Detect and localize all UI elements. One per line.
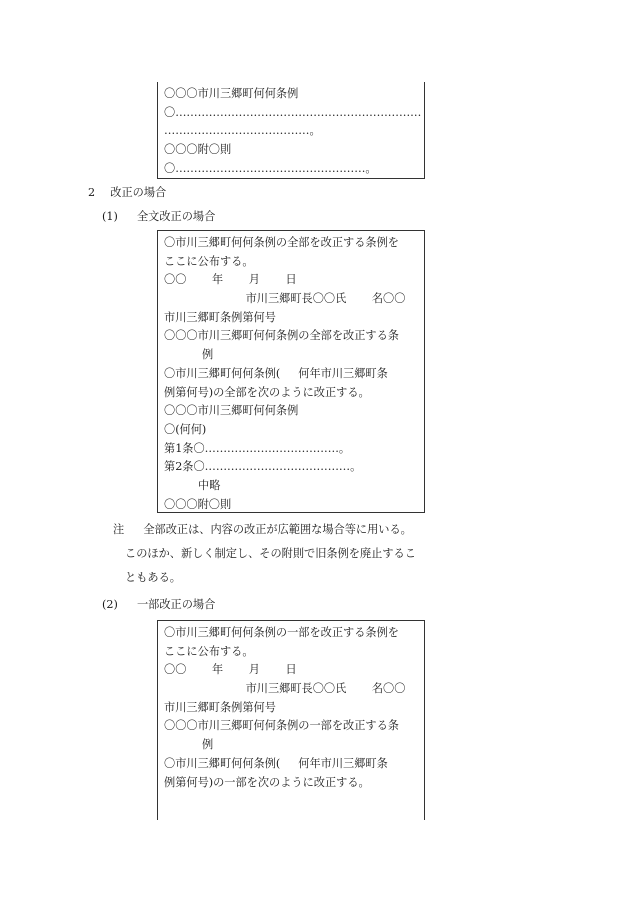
template-box-enactment-continued [157,82,425,179]
signature-mayor: 市川三郷町長〇〇氏 [245,682,347,696]
box-line: 市川三郷町条例第何号 [164,310,276,324]
section-number: 2 [88,186,96,199]
date-day: 日 [285,273,297,287]
box-signature-line [164,290,417,309]
box-line: 〇〇〇市川三郷町何何条例 [164,404,299,418]
box-line: 〇〇〇市川三郷町何何条例の一部を改正する条 [164,719,399,733]
signature-mayor: 市川三郷町長〇〇氏 [245,292,347,306]
box-line-part: 何年市川三郷町条 [298,366,388,380]
note-label: 注 [113,523,125,536]
box-date-line [164,271,417,290]
subsection-heading-full-revision [102,207,215,227]
box-line: 〇……………………………………………。 [164,161,377,175]
note-line-2: このほか、新しく制定し、その附則で旧条例を廃止するこ [125,547,416,560]
note-line-3: ともある。 [125,571,181,584]
box-line: 〇〇〇市川三郷町何何条例 [164,87,299,100]
signature-name: 名〇〇 [371,682,406,696]
box-line-part: 〇市川三郷町何何条例( [164,366,281,380]
box-line-part: 何年市川三郷町条 [298,756,388,770]
box-line [164,365,417,384]
box-line: 例 [202,738,214,752]
box-line: 〇〇〇附〇則 [164,497,232,511]
note-text: 全部改正は、内容の改正が広範囲な場合等に用いる。 [143,523,412,536]
date-era: 〇〇 [164,663,187,677]
box-line: 例第何号)の一部を次のように改正する。 [164,775,370,789]
date-year: 年 [211,663,224,677]
box-line: …………………………………。 [164,124,321,138]
box-line-part: 〇市川三郷町何何条例( [164,756,281,770]
template-box-partial-revision [157,620,425,820]
date-month: 月 [248,273,260,287]
date-day: 日 [285,663,297,677]
subsection-heading-partial-revision [102,595,215,615]
template-box-full-revision [157,230,425,513]
note-line-1 [113,520,412,540]
section-heading [88,183,166,203]
box-line: 〇〇〇市川三郷町何何条例の全部を改正する条 [164,329,399,343]
subsection-number: (1) [102,210,118,223]
box-line: 〇〇〇附〇則 [164,143,232,157]
subsection-number: (2) [102,598,118,611]
box-line: 第2条〇…………………………………。 [164,460,362,474]
subsection-title: 全文改正の場合 [136,210,216,223]
box-line: 例第何号)の全部を次のように改正する。 [164,385,370,399]
box-line: 〇………………………………………………………… [164,105,422,119]
subsection-title: 一部改正の場合 [136,598,216,611]
box-line: 〇市川三郷町何何条例の一部を改正する条例を [164,626,399,639]
signature-name: 名〇〇 [371,292,406,306]
box-line: 〇(何何) [164,422,207,436]
box-line: 〇市川三郷町何何条例の全部を改正する条例を [164,236,399,249]
box-date-line [164,661,417,680]
date-era: 〇〇 [164,273,187,287]
box-line: 例 [202,348,214,362]
box-line: ここに公布する。 [164,644,254,658]
section-title: 改正の場合 [110,186,167,199]
box-signature-line [164,680,417,699]
box-line: ここに公布する。 [164,254,254,268]
box-line [164,755,417,774]
date-year: 年 [211,273,224,287]
date-month: 月 [248,663,260,677]
box-line: 第1条〇………………………………。 [164,441,351,455]
box-line: 中略 [198,478,221,492]
box-line: 市川三郷町条例第何号 [164,700,276,714]
